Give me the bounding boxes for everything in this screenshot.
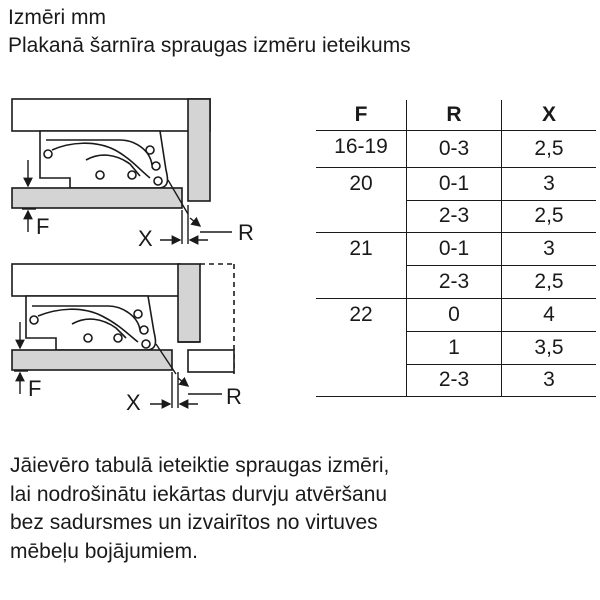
cell-r: 0-1 [407,167,502,200]
cell-f: 16-19 [316,131,407,168]
note-line-1: Jāievēro tabulā ieteiktie spraugas izmēri, [10,454,390,477]
label-f-bottom: F [28,376,42,401]
cell-r: 2-3 [407,266,502,299]
note-line-2: lai nodrošinātu iekārtas durvju atvēršanu [10,482,388,506]
cell-x: 4 [502,298,597,331]
title-line-1: Izmēri mm [8,6,106,29]
table-header-row [316,100,596,131]
header-f: F [316,100,407,131]
page-title [8,4,411,60]
cell-r: 1 [407,331,502,364]
table-row [316,233,596,266]
header-x: X [502,100,597,131]
cell-x: 3 [502,364,597,397]
cell-x: 2,5 [502,200,597,233]
cell-x: 2,5 [502,266,597,299]
note-line-3: bez sadursmes un izvairītos no virtuves [10,511,378,534]
table-row [316,131,596,168]
cell-f: 21 [316,233,407,299]
title-line-2: Plakanā šarnīra spraugas izmēru ieteikums [8,34,411,57]
cell-r: 0-3 [407,131,502,168]
hinge-diagram [0,88,300,428]
instruction-note [10,452,389,566]
label-r-top: R [238,220,254,245]
table-row [316,298,596,331]
header-r: R [407,100,502,131]
cell-f: 22 [316,298,407,396]
table-row [316,167,596,200]
cell-f: 20 [316,167,407,233]
cell-r: 2-3 [407,200,502,233]
cell-x: 3 [502,233,597,266]
label-x-bottom: X [126,390,141,415]
cell-x: 2,5 [502,131,597,168]
hinge-figure-top [12,99,210,208]
cell-r: 2-3 [407,364,502,397]
label-f-top: F [36,214,50,239]
note-line-4: mēbeļu bojājumiem. [10,539,198,563]
cell-x: 3 [502,167,597,200]
cell-r: 0 [407,298,502,331]
cell-r: 0-1 [407,233,502,266]
label-x-top: X [138,226,153,251]
gap-recommendation-table [316,100,596,397]
cell-x: 3,5 [502,331,597,364]
label-r-bottom: R [226,384,242,409]
hinge-figure-bottom [12,264,234,374]
